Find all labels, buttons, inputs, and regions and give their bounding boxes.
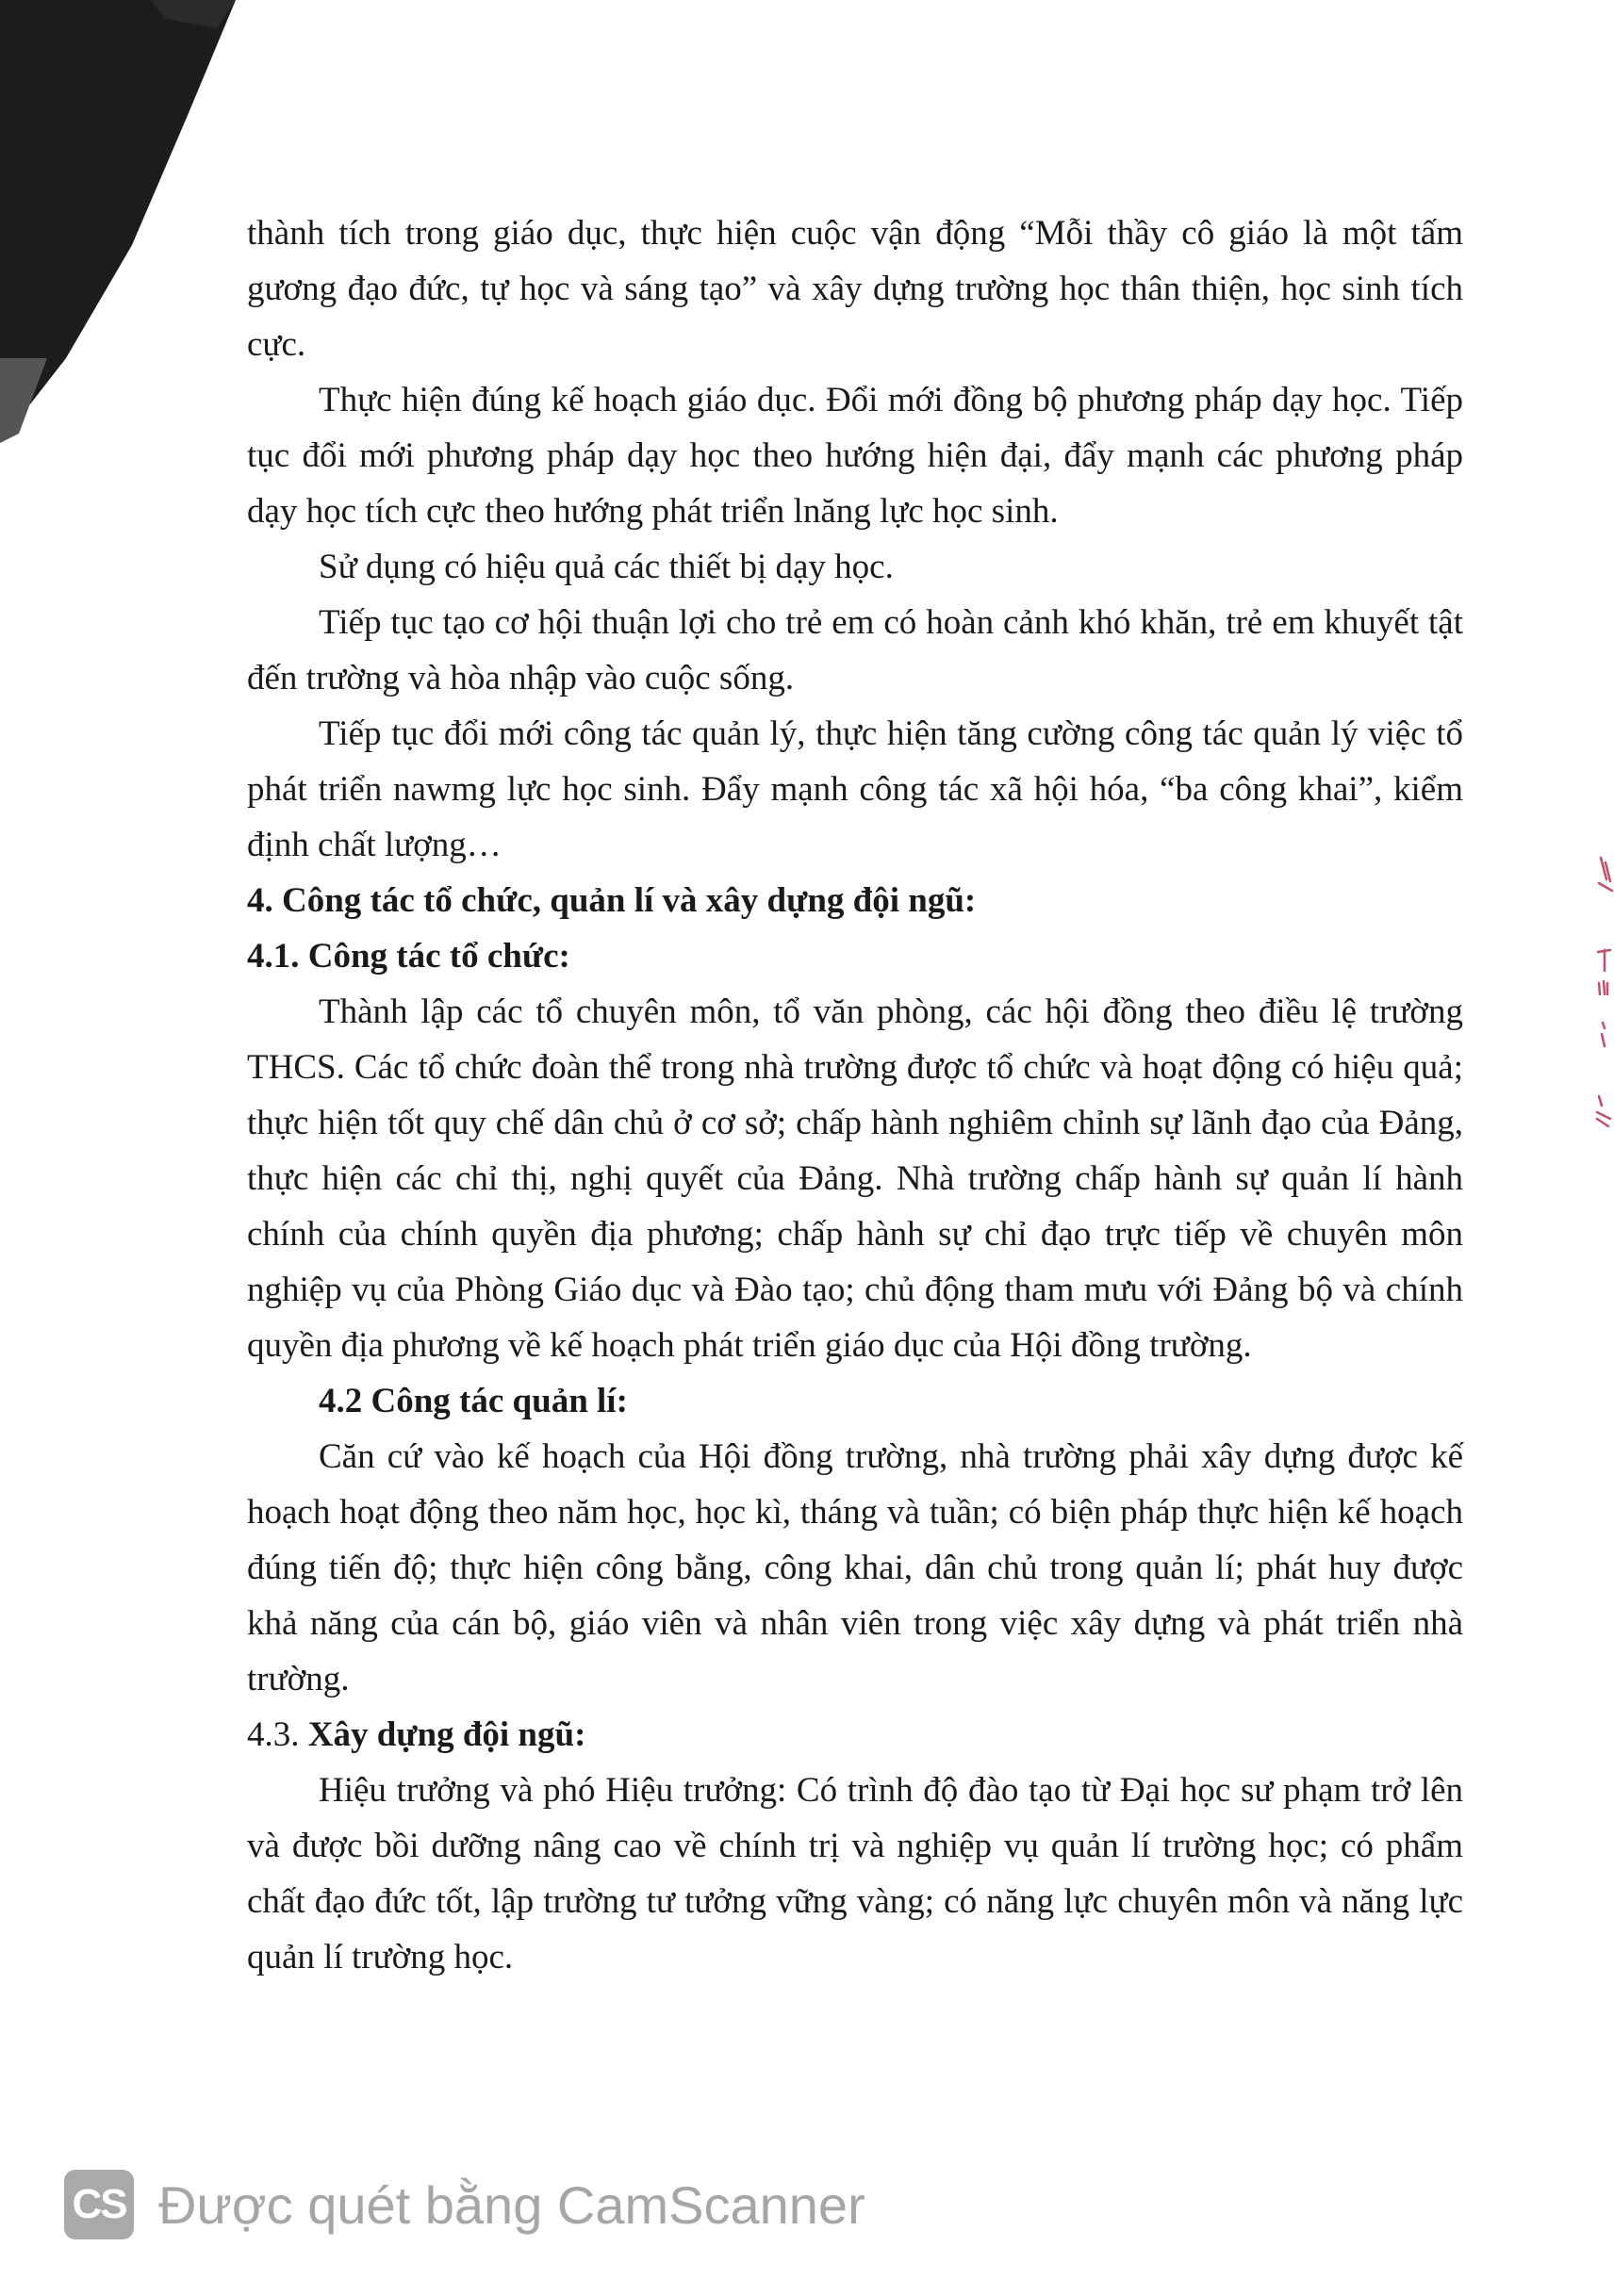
page-fold-shadow: [0, 0, 245, 452]
section-heading-4-2: 4.2 Công tác quản lí:: [319, 1382, 628, 1420]
paragraph-4-1: Thành lập các tổ chuyên môn, tổ văn phòng, các hội đồng theo điều lệ trường THCS. Các tổ chức đoàn thể trong nhà trường được tổ chức và hoạt động có hiệu quả; thực hiện tốt quy chế dân chủ ở cơ sở; chấp hành nghiêm chỉnh sự lãnh đạo của Đảng, thực hiện các chỉ thị, nghị quyết của Đảng. Nhà trường chấp hành sự quản lí hành chính của chính quyền địa phương; chấp hành sự chỉ đạo trực tiếp về chuyên môn nghiệp vụ của Phòng Giáo dục và Đào tạo; chủ động tham mưu với Đảng bộ và chính quyền địa phương về kế hoạch phát triển giáo dục của Hội đồng trường.: [247, 992, 1463, 1365]
paragraph-4-3: Hiệu trưởng và phó Hiệu trưởng: Có trình độ đào tạo từ Đại học sư phạm trở lên và được bồi dưỡng nâng cao về chính trị và nghiệp vụ quản lí trường học; có phẩm chất đạo đức tốt, lập trường tư tưởng vững vàng; có năng lực chuyên môn và năng lực quản lí trường học.: [247, 1771, 1463, 1976]
section-heading-4-3: [247, 1707, 1463, 1763]
section-heading-4-1: 4.1. Công tác tổ chức:: [247, 937, 570, 976]
paragraph: Sử dụng có hiệu quả các thiết bị dạy học.: [319, 548, 894, 586]
camscanner-watermark: [64, 2170, 865, 2239]
section-title: Xây dựng đội ngũ:: [307, 1715, 586, 1754]
watermark-text: Được quét bằng CamScanner: [158, 2174, 865, 2235]
paragraph: Tiếp tục đổi mới công tác quản lý, thực hiện tăng cường công tác quản lý việc tổ phát triển nawmg lực học sinh. Đẩy mạnh công tác xã hội hóa, “ba công khai”, kiểm định chất lượng…: [247, 714, 1463, 864]
section-heading-4: 4. Công tác tổ chức, quản lí và xây dựng đội ngũ:: [247, 881, 977, 920]
document-body: [247, 205, 1463, 1985]
section-number: 4.3.: [247, 1715, 300, 1754]
margin-handwriting-marks: [1593, 853, 1614, 1155]
paragraph: Thực hiện đúng kế hoạch giáo dục. Đổi mới đồng bộ phương pháp dạy học. Tiếp tục đổi mới phương pháp dạy học theo hướng hiện đại, đẩy mạnh các phương pháp dạy học tích cực theo hướng phát triển lnăng lực học sinh.: [247, 381, 1463, 531]
camscanner-logo-icon: CS: [64, 2170, 134, 2239]
paragraph: Tiếp tục tạo cơ hội thuận lợi cho trẻ em có hoàn cảnh khó khăn, trẻ em khuyết tật đến trường và hòa nhập vào cuộc sống.: [247, 603, 1463, 697]
paragraph: thành tích trong giáo dục, thực hiện cuộc vận động “Mỗi thầy cô giáo là một tấm gương đạo đức, tự học và sáng tạo” và xây dựng trường học thân thiện, học sinh tích cực.: [247, 214, 1463, 364]
paragraph-4-2: Căn cứ vào kế hoạch của Hội đồng trường, nhà trường phải xây dựng được kế hoạch hoạt động theo năm học, học kì, tháng và tuần; có biện pháp thực hiện kế hoạch đúng tiến độ; thực hiện công bằng, công khai, dân chủ trong quản lí; phát huy được khả năng của cán bộ, giáo viên và nhân viên trong việc xây dựng và phát triển nhà trường.: [247, 1437, 1463, 1698]
